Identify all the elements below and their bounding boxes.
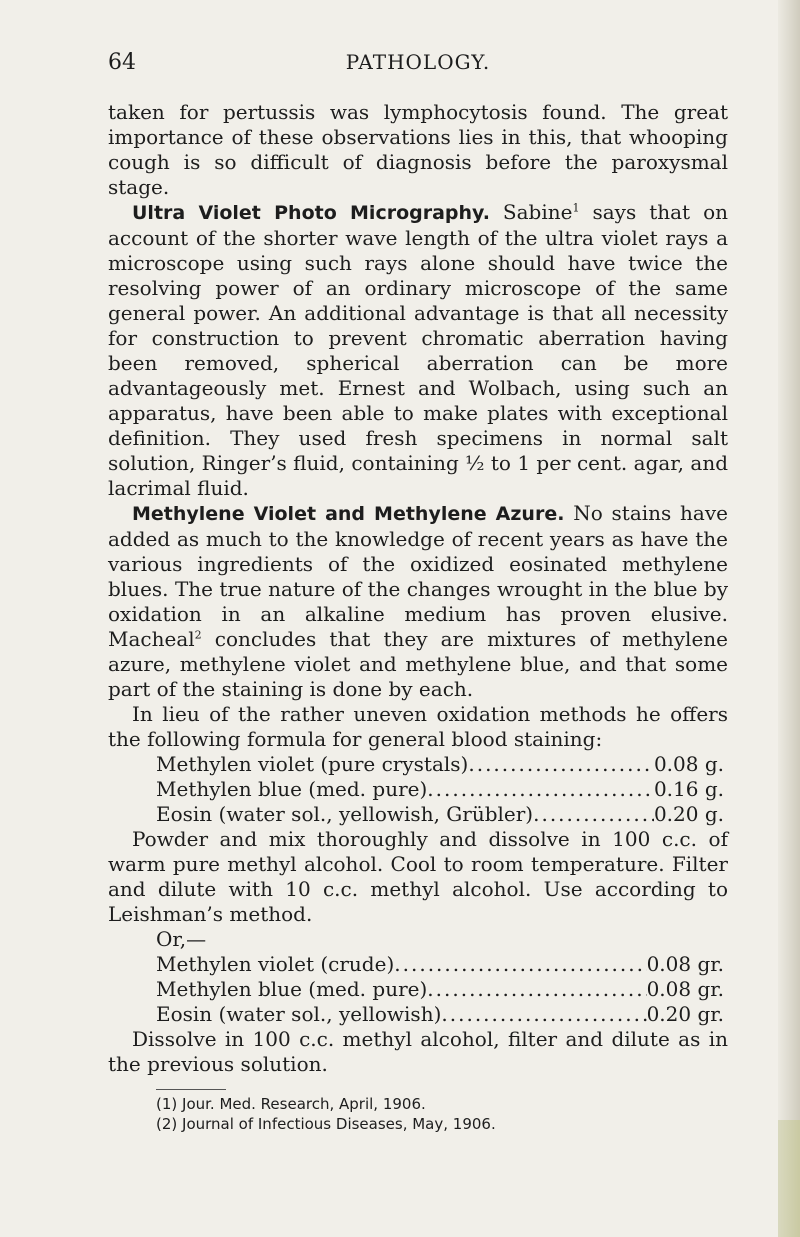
section-heading-methylene: Methylene Violet and Methylene Azure. [132, 503, 565, 525]
body-text [108, 100, 728, 1134]
running-head: PATHOLOGY. [345, 50, 491, 74]
ultra-violet-text-2: says that on account of the shorter wave length of the ultra violet rays a microscope using such rays alone should have twice the resolving power of an ordinary microscope of the same general power. An additional advantage is that all necessity for construction to prevent chromatic aberration having been removed, spherical aberration can be more advantageously met. Ernest and Wolbach, using such an apparatus, have been able to make plates with exceptional definition. They used fresh specimens in normal salt solution, Ringer’s fluid, containing ½ to 1 per cent. agar, and lacrimal fluid. [108, 200, 729, 500]
intro-paragraph: taken for pertussis was lymphocytosis found. The great importance of these observations lies in this, that whooping cough is so difficult of diagnosis before the paroxysmal stage. [108, 100, 728, 199]
formula-row [156, 1002, 724, 1027]
ingredient-name: Eosin (water sol., yellowish) [156, 1002, 442, 1026]
footnote-rule [156, 1089, 226, 1090]
ingredient-name: Methylen blue (med. pure) [156, 977, 428, 1001]
methylene-paragraph [108, 501, 728, 702]
ingredient-name: Methylen violet (crude) [156, 952, 395, 976]
ultra-violet-paragraph [108, 200, 728, 501]
formula-row [156, 802, 724, 827]
powder-paragraph: Powder and mix thoroughly and dissolve in 100 c.c. of warm pure methyl alcohol. Cool to room temperature. Filter and dilute with 10 c.c. methyl alcohol. Use according to Leishman’s method. [108, 827, 728, 926]
formula-row [156, 977, 724, 1002]
formula-row [156, 952, 724, 977]
or-label: Or,— [156, 927, 207, 951]
footnote-1: (1) Jour. Med. Research, April, 1906. [156, 1095, 426, 1113]
footnotes [156, 1094, 728, 1134]
dot-leader [533, 802, 654, 827]
ingredient-amount: 0.08 gr. [646, 952, 724, 976]
dot-leader [427, 777, 654, 802]
section-heading-ultra-violet: Ultra Violet Photo Micrography. [132, 202, 490, 224]
dissolve-paragraph: Dissolve in 100 c.c. methyl alcohol, filter and dilute as in the previous solution. [108, 1027, 728, 1076]
methylene-text-1: No stains have added as much to the knowledge of recent years as have the various ingredients of the oxidized eosinated methylene blues. The true nature of the changes wrought in the blue by oxidation in an alkaline medium has proven elusive. Macheal [108, 501, 728, 651]
ingredient-amount: 0.20 gr. [646, 1002, 724, 1026]
page-edge-shadow [778, 0, 800, 1237]
ingredient-amount: 0.20 g. [653, 802, 724, 826]
footnote-ref-2: 2 [194, 628, 202, 642]
ingredient-amount: 0.08 gr. [646, 977, 724, 1001]
ingredient-amount: 0.08 g. [653, 752, 724, 776]
dot-leader [468, 752, 654, 777]
dot-leader [441, 1002, 646, 1027]
page-number: 64 [108, 50, 136, 75]
formula-list-1 [156, 752, 724, 827]
formula-intro: In lieu of the rather uneven oxidation methods he offers the following formula for general blood staining: [108, 702, 728, 751]
dot-leader [427, 977, 646, 1002]
dot-leader [394, 952, 646, 977]
ingredient-name: Methylen violet (pure crystals) [156, 752, 469, 776]
ingredient-name: Eosin (water sol., yellowish, Grübler) [156, 802, 534, 826]
formula-row [156, 752, 724, 777]
ingredient-amount: 0.16 g. [653, 777, 724, 801]
formula-row [156, 777, 724, 802]
methylene-text-2: concludes that they are mixtures of methylene azure, methylene violet and methylene blue, and that some part of the staining is done by each. [108, 627, 728, 701]
page-edge-stain [778, 1120, 800, 1237]
footnote-2: (2) Journal of Infectious Diseases, May, 1906. [156, 1115, 496, 1133]
ultra-violet-text-1: Sabine [489, 200, 573, 224]
formula-list-2 [156, 952, 724, 1027]
footnote-ref-1: 1 [572, 201, 580, 215]
ingredient-name: Methylen blue (med. pure) [156, 777, 428, 801]
page-header [108, 50, 728, 80]
